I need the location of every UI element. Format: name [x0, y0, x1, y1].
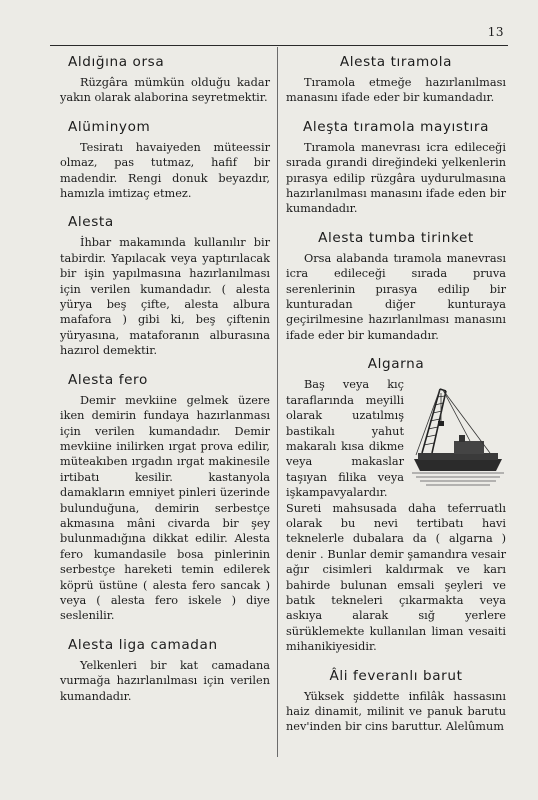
entry-definition: Rüzgâra mümkün olduğu kadar yakın olarak alaborina seyretmektir.: [60, 76, 270, 105]
entry-title: Algarna: [367, 356, 425, 373]
entry-title: Alüminyom: [68, 118, 151, 135]
entry-definition: Tıramola manevrası icra edileceği sırada gırandi direğindeki yelkenlerin pırasya edilip rüzgâra uydurulmasına hazırlanılması manasını ifade eden bir kumandadır.: [286, 140, 506, 216]
entry-title: Alesta tumba tirinket: [318, 229, 474, 246]
left-column: [60, 47, 270, 704]
entry-definition: İhbar makamında kullanılır bir tabirdir. Yapılacak veya yaptırılacak bir işin yapılmasına hazırlanılması için verilen kumandadır. ( alesta yürya beş çifte, alesta albura mafafora ) gibi ki, beş çiftenin yüryasına, mataforanın alburasına hazırol demektir.: [60, 236, 270, 358]
entry-title: Âli feveranlı barut: [329, 667, 463, 684]
column-divider: [277, 47, 278, 757]
entry-definition: Demir mevkiine gelmek üzere iken demirin fundaya hazırlanması için verilen kumandadır. Demir mevkiine inilirken ırgat prova edilir, müteakıben ırgadın ırgat makinesile irtibatı kesilir. kastanyola damakların emniyet pinleri üzerinde bulunduğuna, demirin serbestçe akmasına mâni civarda bir şey bulunmadığına dikkat edilir. Alesta fero kumandasile bosa pinlerinin serbestçe hareketi temin edilerek köprü üstüne ( alesta fero sancak ) veya ( alesta fero iskele ) diye seslenilir.: [60, 393, 270, 623]
entry-title: Alesta tıramola: [339, 54, 453, 70]
entry-title: Aldığına orsa: [68, 54, 165, 70]
entry-title: Alesta: [68, 214, 114, 231]
right-column: [286, 47, 506, 735]
entry-title: Alesta fero: [68, 371, 148, 388]
entry-definition: Yüksek şiddette infilâk hassasını haiz dinamit, milinit ve panuk barutu nev'inden bir cins baruttur. Alelûmum: [286, 689, 506, 734]
algarna-barge-illustration-icon: [410, 381, 506, 489]
header-rule: [50, 45, 508, 46]
entry-title: Aleşta tıramola mayıstıra: [302, 118, 490, 135]
page-number: 13: [487, 25, 504, 39]
entry-definition-with-figure: [286, 377, 506, 654]
entry-definition: Tıramola etmeğe hazırlanılması manasını ifade eder bir kumandadır.: [286, 76, 506, 105]
entry-definition: Yelkenleri bir kat camadana vurmağa hazırlanılması için verilen kumandadır.: [60, 658, 270, 703]
entry-definition: Tesiratı havaiyeden müteessir olmaz, pas tutmaz, hafif bir madendir. Rengi donuk beyazdır, hamızla imtizaç etmez.: [60, 140, 270, 201]
entry-definition: Baş veya kıç taraflarında meyilli olarak uzatılmış bastikalı yahut makaralı kısa dikme veya makaslar taşıyan filika veya işkampavyalardır. Sureti mahsusada daha teferruatlı olarak bu nevi tertibatı havi teknelerle dubalara da ( algarna ) denir . Bunlar demir şamandıra vesair ağır cisimleri kaldırmak ve karı bahirde bulunan emsali şeyleri ve batık tekneleri çıkarmakta veya askıya alarak sığ yerlere sürüklemekte kullanılan liman vesaiti mihanikiyesidir.: [286, 378, 506, 654]
entry-definition: Orsa alabanda tıramola manevrası icra edileceği sırada pruva serenlerinin pırasya edilip bir kunturadan diğer kunturaya geçirilmesine hazırlanılması manasını ifade eder bir kumandadır.: [286, 251, 506, 342]
entry-title: Alesta liga camadan: [68, 636, 218, 653]
